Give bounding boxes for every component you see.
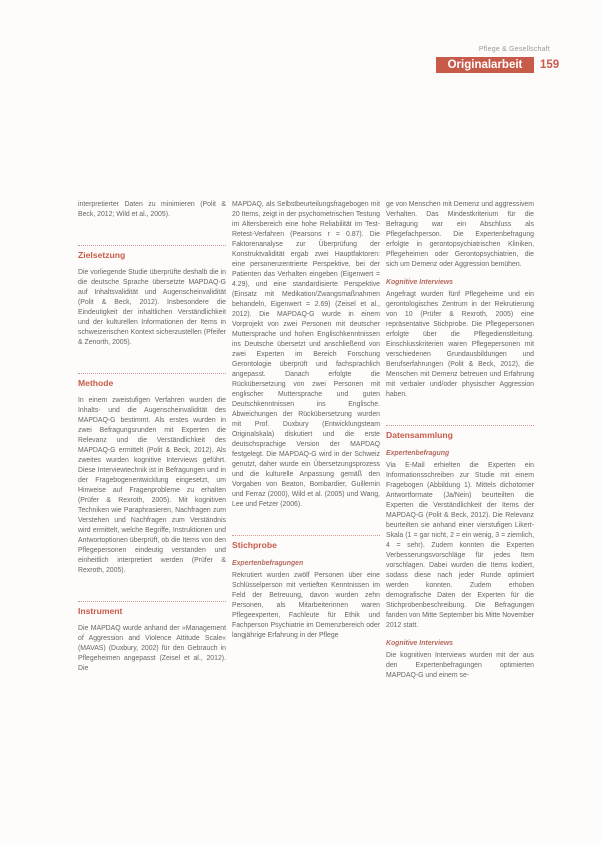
text-column-3 [386,200,534,681]
journal-title: Pflege & Gesellschaft [478,46,550,53]
paragraph: Angefragt wurden fünf Pflegeheime und ein gerontologisches Zentrum in der Rekrutierung von 10 (Prüfer & Rexroth, 2005) eine repräsentative Stichprobe. Die Pflegepersonen erfolgte über die Pflegedienstleitung. Einschlusskriterien waren Pflegepersonen mit verschiedenen Grundausbildungen und Berufserfahrungen (Polit & Beck, 2012), die Menschen mit Demenz betreuen und Erfahrung mit verbaler und/oder physischer Aggression haben. [386,291,534,398]
text-column-1 [78,200,226,674]
heading-datensammlung: Datensammlung [386,425,534,441]
subheading-kognitive-interviews-2: Kognitive Interviews [386,640,454,647]
section-band: Originalarbeit [436,57,534,73]
paragraph: Die MAPDAQ wurde anhand der »Management of Aggression and Violence Attitude Scale« (MAVAS) (Duxbury, 2002) für den Gebrauch in Pflegeheimen angepasst (Zeisel et al., 2012). Die [78,625,226,672]
heading-instrument: Instrument [78,601,226,617]
paragraph: ge von Menschen mit Demenz und aggressivem Verhalten. Das Mindestkriterium für die Befragung war ein Abschluss als Pflegefachperson. Die Expertenbefragung erfolgte in gerontopsychiatrischen Kliniken, Pflegeheimen oder Gerontopsychiatrien, die sich um Demenz oder Aggression bemühen. [386,201,534,268]
paragraph: interpretierter Daten zu minimieren (Polit & Beck, 2012; Wild et al., 2005). [78,201,226,218]
subheading-expertenbefragungen: Expertenbefragungen [232,560,304,567]
paragraph: Rekrutiert wurden zwölf Personen über eine Schlüsselperson mit vertieften Kenntnissen im Feld der Betreuung, davon wurden zehn Personen, als Mitarbeiterinnen waren Pflegeexperten, Fachleute für Ethik und Fachperson Psychiatrie im Demenzbereich oder langjährige Erfahrung in der Pflege [232,572,380,639]
paragraph: Die vorliegende Studie überprüfte deshalb die in die deutsche Sprache übersetzte MAPDAQ-G auf Inhaltsvalidität und Augenscheinvalidität (Polit & Beck, 2012). Insbesondere die Eindeutigkeit der inhaltlichen Verständlichkeit und der kulturellen Informationen der Items in schweizerischen Kontext sicherzustellen (Pfeifer & Zenorth, 2005). [78,269,226,346]
text-column-2 [232,200,380,641]
paragraph: MAPDAQ, als Selbstbeurteilungsfragebogen mit 20 Items, zeigt in der psychometrischen Testung im Altersbereich eine hohe Reliabilität im Test-Retest-Verfahren (Pearsons r = 0.87). Die Faktorenanalyse zur Überprüfung der Konstruktvalidität ergab zwei Hauptfaktoren: eine personenzentrierte Perspektive, bei der Patienten das Verhalten eingeben (Eigenwert = 4.29), und eine standardisierte Perspektive (Einsatz mit Medikation/Zwangsmaßnahmen behandeln, Eigenwert = 2.69) (Zeisel et al., 2012). Die MAPDAQ-G wurde in einem Vorprojekt von zwei Personen mit deutscher Muttersprache und hohen Englischkenntnissen ins Deutsche übersetzt und anschließend von zwei Experten im Bereich Forschung Gerontologie überprüft und fachsprachlich angepasst. Danach erfolgte die Rückübersetzung von zwei Personen mit englischer Muttersprache und guten Deutschkenntnissen ins Englische. Abweichungen der Rückübersetzung wurden mit Prof. Duxbury (Entwicklungsteam Originalskala) diskutiert und die erste deutschsprachige Version der MAPDAQ festgelegt. Die MAPDAQ-G wird in der Schweiz genutzt, daher wurde ein Übersetzungsprozess und die kulturelle Anpassung gemäß den Vorgaben von Beaton, Bombardier, Guillemin und Ferraz (2000), Wild et al. (2005) und Wang, Lee und Fetzer (2006). [232,201,380,508]
paragraph: Die kognitiven Interviews wurden mit der aus den Expertenbefragungen optimierten MAPDAQ-G und einem se- [386,652,534,679]
subheading-expertenbefragung: Expertenbefragung [386,450,450,457]
heading-zielsetzung: Zielsetzung [78,245,226,261]
paragraph: Via E-Mail erhielten die Experten ein Informationsschreiben zur Studie mit einem Fragebogen (Abbildung 1). Mittels dichotomer Antwortformate (Ja/Nein) beurteilten die Experten die Verständlichkeit der Items der MAPDAQ-G (Polit & Beck, 2012). Die Relevanz beurteilten sie anhand einer vierstufigen Likert-Skala (1 = gar nicht, 2 = ein wenig, 3 = ziemlich, 4 = sehr). Zudem konnten die Experten Verbesserungsvorschläge für jedes Item vorschlagen. Dabei wurden die Items kodiert, sodass diese nach jeder Runde optimiert werden konnten. Zudem erhoben demografische Daten der Experten für die Stichprobenbeschreibung. Die Befragungen fanden von Mitte September bis Mitte November 2012 statt. [386,462,534,629]
paragraph: In einem zweistufigen Verfahren wurden die Inhalts- und die Augenscheinvalidität des MAPDAQ-G bestimmt. Als erstes wurden in zwei Befragungsrunden mit Experten die Relevanz und die Verständlichkeit des MAPDAQ-G ermittelt (Polit & Beck, 2012). Als zweites wurden kognitive Interviews geführt. Diese Interviewtechnik ist in Befragungen und in der Fragebogenentwicklung eingesetzt, um Hinweise auf Fragenprobleme zu erhalten (Prüfer & Rexroth, 2005). Mit kognitiven Techniken wie Paraphrasieren, Nachfragen zum Verstehen und Nachfragen zum Verständnis wird ermittelt, welche Begriffe, Instruktionen und Antwortoptionen überprüft, ob die Items von den Pflegepersonen eindeutig verstanden und einheitlich interpretiert werden (Prüfer & Rexroth, 2005). [78,397,226,574]
page-number: 159 [540,59,560,71]
heading-methode: Methode [78,373,226,389]
subheading-kognitive-interviews: Kognitive Interviews [386,279,454,286]
heading-stichprobe: Stichprobe [232,535,380,551]
